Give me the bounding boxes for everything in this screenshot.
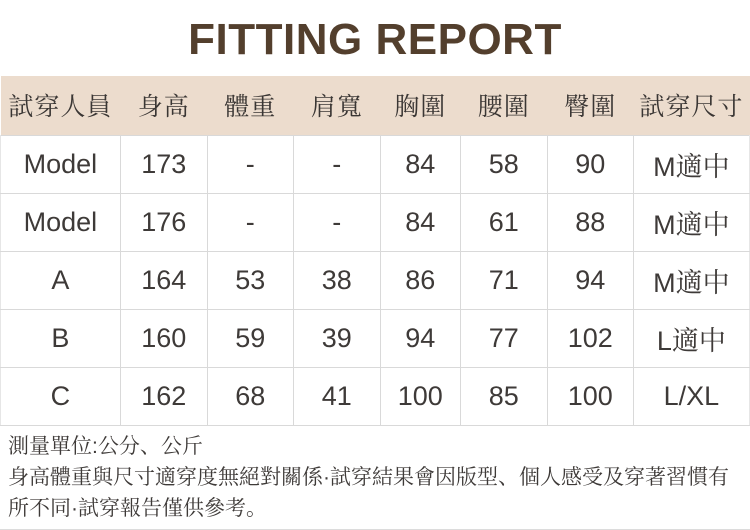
table-cell: - [293, 135, 380, 193]
table-cell: 38 [293, 251, 380, 309]
page-title: FITTING REPORT [188, 15, 562, 64]
column-header: 體重 [207, 76, 293, 135]
measurement-unit-note: 測量單位:公分、公斤 [8, 434, 203, 458]
table-cell: 53 [207, 251, 293, 309]
table-cell: M適中 [633, 251, 749, 309]
table-row [1, 193, 750, 251]
column-header: 身高 [120, 76, 207, 135]
table-cell: 86 [380, 251, 460, 309]
table-cell: 71 [460, 251, 547, 309]
table-cell: 94 [380, 309, 460, 367]
table-cell: L/XL [633, 367, 749, 425]
column-header: 試穿人員 [1, 76, 121, 135]
table-cell: - [207, 135, 293, 193]
column-header: 試穿尺寸 [633, 76, 749, 135]
table-row [1, 367, 750, 425]
table-cell: 41 [293, 367, 380, 425]
table-cell: M適中 [633, 193, 749, 251]
table-cell: - [207, 193, 293, 251]
table-cell: 68 [207, 367, 293, 425]
table-cell: C [1, 367, 121, 425]
table-cell: - [293, 193, 380, 251]
table-cell: 176 [120, 193, 207, 251]
table-cell: 100 [380, 367, 460, 425]
footer-notes [0, 426, 750, 524]
table-cell: B [1, 309, 121, 367]
table-cell: 100 [547, 367, 633, 425]
table-cell: 162 [120, 367, 207, 425]
table-cell: 84 [380, 193, 460, 251]
table-cell: 102 [547, 309, 633, 367]
column-header: 腰圍 [460, 76, 547, 135]
table-cell: 58 [460, 135, 547, 193]
table-row [1, 251, 750, 309]
table-cell: 39 [293, 309, 380, 367]
table-cell: 160 [120, 309, 207, 367]
table-body [1, 135, 750, 425]
fitting-table [0, 76, 750, 426]
table-cell: 88 [547, 193, 633, 251]
table-cell: 164 [120, 251, 207, 309]
table-row [1, 309, 750, 367]
table-cell: A [1, 251, 121, 309]
table-cell: M適中 [633, 135, 749, 193]
table-cell: 90 [547, 135, 633, 193]
table-cell: 84 [380, 135, 460, 193]
table-cell: Model [1, 193, 121, 251]
column-header: 肩寬 [293, 76, 380, 135]
table-cell: 85 [460, 367, 547, 425]
table-cell: 77 [460, 309, 547, 367]
table-cell: 59 [207, 309, 293, 367]
table-header-row [1, 76, 750, 135]
column-header: 臀圍 [547, 76, 633, 135]
table-cell: Model [1, 135, 121, 193]
table-cell: 173 [120, 135, 207, 193]
column-header: 胸圍 [380, 76, 460, 135]
table-cell: 61 [460, 193, 547, 251]
disclaimer-note: 身高體重與尺寸適穿度無絕對關係·試穿結果會因版型、個人感受及穿著習慣有所不同·試穿報告僅供參考。 [8, 465, 729, 520]
table-cell: 94 [547, 251, 633, 309]
table-cell: L適中 [633, 309, 749, 367]
table-row [1, 135, 750, 193]
